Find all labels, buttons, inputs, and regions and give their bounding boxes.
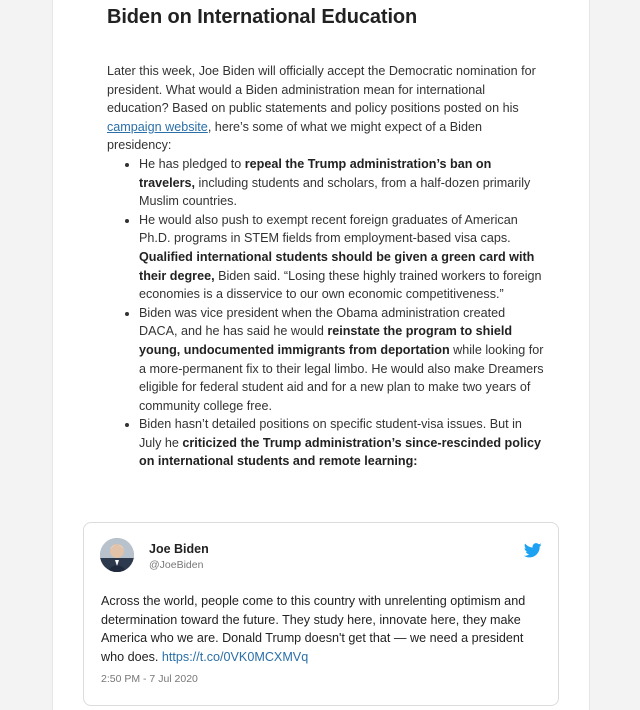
intro-text-after: , here’s some of what we might expect of a Biden presidency: [107,119,482,153]
tweet-body: Across the world, people come to this country with unrelenting optimism and determination toward the future. They study here, innovate here, they make America who we are. Donald Trump doesn't get that — we need a president who does. [101,594,526,664]
list-item-text: He has pledged to [139,156,245,171]
list-item-text: He would also push to exempt recent foreign graduates of American Ph.D. programs in STEM fields from employment-based visa caps. [139,212,518,246]
list-item-text: Biden said. “Losing these highly trained workers to foreign economies is a disservice to our own economic competitiveness.” [139,268,542,302]
tweet-timestamp[interactable]: 2:50 PM - 7 Jul 2020 [101,673,198,685]
intro-paragraph [107,62,547,155]
tweet-author-handle[interactable]: @JoeBiden [149,559,204,571]
article-title: Biden on International Education [107,6,418,28]
list-item-travel-ban [139,155,547,211]
article-page [52,0,590,710]
list-item-text: Biden was vice president when the Obama administration created DACA, and he has said he would [139,305,506,339]
person-photo-icon [100,538,134,572]
list-item-highlight: reinstate the program to shield young, undocumented immigrants from deportation [139,324,513,357]
list-item-text: while looking for a more-permanent fix to their legal limbo. He would also make Dreamers eligible for federal student aid and for a new plan to make two years of community college free. [139,342,544,413]
policy-list [107,155,547,471]
tweet-link[interactable]: https://t.co/0VK0MCXMVq [161,649,309,664]
list-item-student-visa [139,415,547,471]
tweet-text [101,592,547,666]
avatar[interactable] [100,538,134,572]
list-item-daca [139,304,547,416]
twitter-bird-icon[interactable] [524,543,542,558]
embedded-tweet[interactable] [83,522,559,706]
article-body [107,62,547,471]
list-item-text: including students and scholars, from a half-dozen primarily Muslim countries. [139,175,531,209]
list-item-green-card [139,211,547,304]
list-item-highlight: criticized the Trump administration’s since-rescinded policy on international students and remote learning: [139,435,541,469]
intro-text-before: Later this week, Joe Biden will officially accept the Democratic nomination for president. What would a Biden administration mean for international education? Based on public statements and policy positions posted on his [107,64,536,116]
campaign-website-link[interactable]: campaign website [107,119,208,134]
list-item-highlight: Qualified international students should be given a green card with their degree, [139,249,535,283]
list-item-highlight: repeal the Trump administration’s ban on travelers, [139,156,492,190]
list-item-text: Biden hasn’t detailed positions on specific student-visa issues. But in July he [139,417,522,450]
tweet-author-name[interactable]: Joe Biden [149,542,209,556]
